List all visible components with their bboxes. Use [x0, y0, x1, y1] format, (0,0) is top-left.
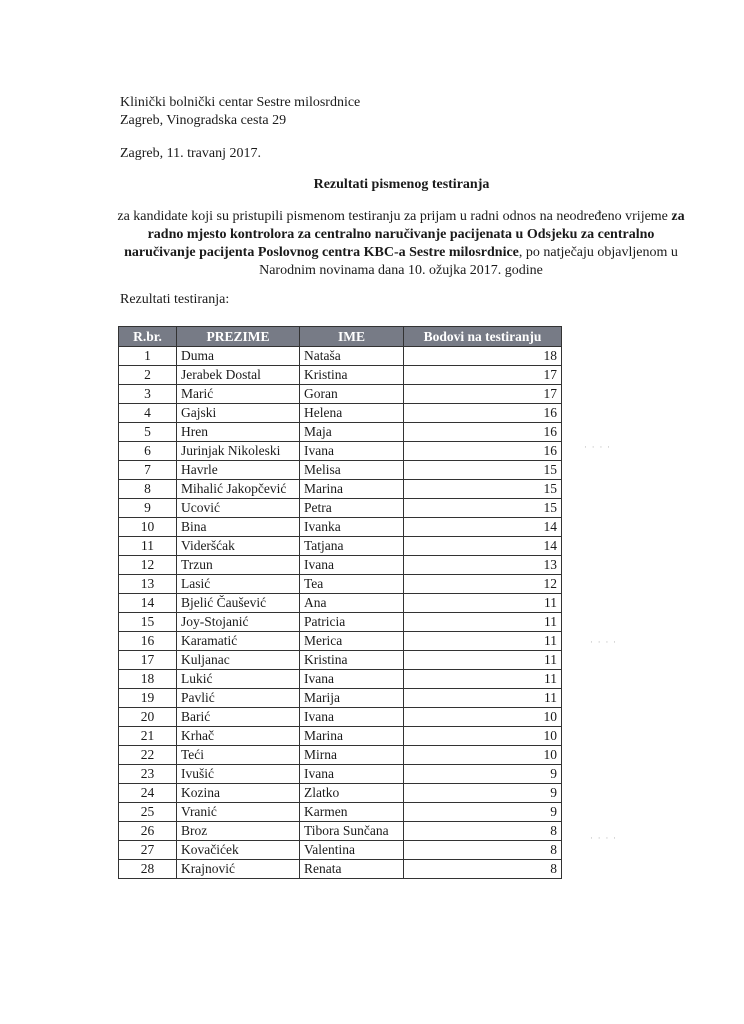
cell-ime: Marina	[300, 480, 404, 499]
cell-ime: Renata	[300, 860, 404, 879]
cell-rbr: 27	[119, 841, 177, 860]
cell-ime: Kristina	[300, 651, 404, 670]
cell-rbr: 26	[119, 822, 177, 841]
table-row	[119, 765, 562, 784]
cell-prezime: Krhač	[177, 727, 300, 746]
cell-rbr: 25	[119, 803, 177, 822]
cell-bodovi: 15	[404, 480, 562, 499]
table-row	[119, 651, 562, 670]
cell-rbr: 15	[119, 613, 177, 632]
cell-rbr: 8	[119, 480, 177, 499]
cell-bodovi: 11	[404, 670, 562, 689]
header-rbr: R.br.	[119, 327, 177, 347]
cell-bodovi: 13	[404, 556, 562, 575]
cell-rbr: 14	[119, 594, 177, 613]
table-row	[119, 518, 562, 537]
cell-rbr: 1	[119, 347, 177, 366]
cell-prezime: Jerabek Dostal	[177, 366, 300, 385]
cell-bodovi: 9	[404, 803, 562, 822]
cell-ime: Tea	[300, 575, 404, 594]
table-row	[119, 442, 562, 461]
cell-ime: Goran	[300, 385, 404, 404]
table-row	[119, 499, 562, 518]
cell-bodovi: 9	[404, 784, 562, 803]
header-prezime: PREZIME	[177, 327, 300, 347]
scan-artifact-mark: · · · ·	[590, 638, 618, 648]
cell-prezime: Krajnović	[177, 860, 300, 879]
cell-bodovi: 17	[404, 385, 562, 404]
cell-ime: Ivana	[300, 670, 404, 689]
table-row	[119, 347, 562, 366]
cell-rbr: 24	[119, 784, 177, 803]
cell-ime: Tibora Sunčana	[300, 822, 404, 841]
cell-ime: Maja	[300, 423, 404, 442]
cell-bodovi: 16	[404, 442, 562, 461]
cell-rbr: 10	[119, 518, 177, 537]
cell-bodovi: 12	[404, 575, 562, 594]
intro-paragraph	[112, 208, 690, 280]
table-header-row	[119, 327, 562, 347]
institution-name: Klinički bolnički centar Sestre milosrdnice	[120, 95, 361, 110]
cell-prezime: Gajski	[177, 404, 300, 423]
cell-bodovi: 16	[404, 423, 562, 442]
cell-prezime: Ucović	[177, 499, 300, 518]
cell-rbr: 5	[119, 423, 177, 442]
table-row	[119, 480, 562, 499]
results-label: Rezultati testiranja:	[120, 292, 230, 307]
cell-bodovi: 14	[404, 537, 562, 556]
cell-rbr: 20	[119, 708, 177, 727]
cell-ime: Zlatko	[300, 784, 404, 803]
cell-ime: Marija	[300, 689, 404, 708]
cell-rbr: 13	[119, 575, 177, 594]
document-header	[120, 94, 360, 130]
table-row	[119, 404, 562, 423]
table-row	[119, 594, 562, 613]
table-row	[119, 708, 562, 727]
cell-ime: Kristina	[300, 366, 404, 385]
cell-prezime: Lukić	[177, 670, 300, 689]
table-row	[119, 670, 562, 689]
cell-bodovi: 15	[404, 461, 562, 480]
table-row	[119, 746, 562, 765]
table-row	[119, 689, 562, 708]
cell-ime: Ivana	[300, 765, 404, 784]
cell-rbr: 23	[119, 765, 177, 784]
cell-bodovi: 14	[404, 518, 562, 537]
results-table	[118, 326, 562, 879]
table-row	[119, 366, 562, 385]
cell-ime: Ivana	[300, 442, 404, 461]
table-row	[119, 632, 562, 651]
results-table-body	[119, 347, 562, 879]
cell-ime: Ivana	[300, 708, 404, 727]
cell-bodovi: 10	[404, 746, 562, 765]
cell-bodovi: 9	[404, 765, 562, 784]
intro-text-part1: za kandidate koji su pristupili pismenom testiranju za prijam u radni odnos na neodređeno vrijeme	[117, 209, 672, 224]
cell-bodovi: 11	[404, 594, 562, 613]
cell-ime: Petra	[300, 499, 404, 518]
cell-prezime: Ivušić	[177, 765, 300, 784]
table-row	[119, 803, 562, 822]
cell-ime: Ivanka	[300, 518, 404, 537]
cell-rbr: 11	[119, 537, 177, 556]
cell-prezime: Karamatić	[177, 632, 300, 651]
cell-ime: Tatjana	[300, 537, 404, 556]
cell-ime: Ivana	[300, 556, 404, 575]
cell-ime: Karmen	[300, 803, 404, 822]
header-bodovi: Bodovi na testiranju	[404, 327, 562, 347]
cell-bodovi: 18	[404, 347, 562, 366]
cell-prezime: Mihalić Jakopčević	[177, 480, 300, 499]
header-ime: IME	[300, 327, 404, 347]
table-row	[119, 841, 562, 860]
cell-bodovi: 11	[404, 632, 562, 651]
cell-prezime: Pavlić	[177, 689, 300, 708]
cell-prezime: Kovačićek	[177, 841, 300, 860]
table-row	[119, 860, 562, 879]
table-row	[119, 727, 562, 746]
cell-ime: Marina	[300, 727, 404, 746]
scan-artifact-mark: · · · ·	[584, 443, 612, 453]
cell-prezime: Marić	[177, 385, 300, 404]
cell-prezime: Duma	[177, 347, 300, 366]
cell-rbr: 6	[119, 442, 177, 461]
cell-rbr: 28	[119, 860, 177, 879]
cell-rbr: 21	[119, 727, 177, 746]
cell-prezime: Joy-Stojanić	[177, 613, 300, 632]
cell-bodovi: 8	[404, 822, 562, 841]
table-row	[119, 556, 562, 575]
cell-ime: Nataša	[300, 347, 404, 366]
cell-bodovi: 10	[404, 727, 562, 746]
cell-prezime: Broz	[177, 822, 300, 841]
cell-bodovi: 8	[404, 860, 562, 879]
cell-rbr: 9	[119, 499, 177, 518]
table-row	[119, 461, 562, 480]
cell-bodovi: 16	[404, 404, 562, 423]
cell-ime: Valentina	[300, 841, 404, 860]
cell-prezime: Kozina	[177, 784, 300, 803]
cell-bodovi: 17	[404, 366, 562, 385]
cell-bodovi: 10	[404, 708, 562, 727]
cell-prezime: Trzun	[177, 556, 300, 575]
cell-prezime: Teći	[177, 746, 300, 765]
cell-prezime: Havrle	[177, 461, 300, 480]
cell-prezime: Lasić	[177, 575, 300, 594]
cell-prezime: Bina	[177, 518, 300, 537]
cell-bodovi: 8	[404, 841, 562, 860]
cell-rbr: 18	[119, 670, 177, 689]
cell-prezime: Kuljanac	[177, 651, 300, 670]
cell-rbr: 2	[119, 366, 177, 385]
table-row	[119, 613, 562, 632]
cell-rbr: 16	[119, 632, 177, 651]
cell-rbr: 7	[119, 461, 177, 480]
cell-bodovi: 11	[404, 689, 562, 708]
scan-artifact-mark: · · · ·	[590, 834, 618, 844]
cell-ime: Helena	[300, 404, 404, 423]
table-row	[119, 822, 562, 841]
cell-bodovi: 11	[404, 613, 562, 632]
cell-ime: Patricia	[300, 613, 404, 632]
cell-prezime: Jurinjak Nikoleski	[177, 442, 300, 461]
document-title: Rezultati pismenog testiranja	[313, 177, 490, 192]
cell-rbr: 3	[119, 385, 177, 404]
cell-ime: Mirna	[300, 746, 404, 765]
table-row	[119, 575, 562, 594]
cell-rbr: 19	[119, 689, 177, 708]
cell-prezime: Hren	[177, 423, 300, 442]
intro-text-part2: , po natječaju objavljenom u Narodnim novinama dana 10. ožujka 2017. godine	[259, 245, 678, 278]
document-date: Zagreb, 11. travanj 2017.	[120, 146, 261, 161]
table-row	[119, 423, 562, 442]
cell-ime: Ana	[300, 594, 404, 613]
cell-ime: Melisa	[300, 461, 404, 480]
cell-prezime: Barić	[177, 708, 300, 727]
cell-rbr: 22	[119, 746, 177, 765]
cell-rbr: 12	[119, 556, 177, 575]
cell-bodovi: 15	[404, 499, 562, 518]
table-row	[119, 537, 562, 556]
cell-prezime: Vranić	[177, 803, 300, 822]
institution-address: Zagreb, Vinogradska cesta 29	[120, 113, 287, 128]
cell-ime: Merica	[300, 632, 404, 651]
table-row	[119, 784, 562, 803]
cell-prezime: Bjelić Čaušević	[177, 594, 300, 613]
cell-bodovi: 11	[404, 651, 562, 670]
table-row	[119, 385, 562, 404]
intro-text-bold: za radno mjesto kontrolora za centralno naručivanje pacijenata u Odsjeku za centralno naručivanje pacijenta Poslovnog centra KBC-a Sestre milosrdnice	[124, 209, 685, 260]
cell-prezime: Videršćak	[177, 537, 300, 556]
cell-rbr: 17	[119, 651, 177, 670]
cell-rbr: 4	[119, 404, 177, 423]
